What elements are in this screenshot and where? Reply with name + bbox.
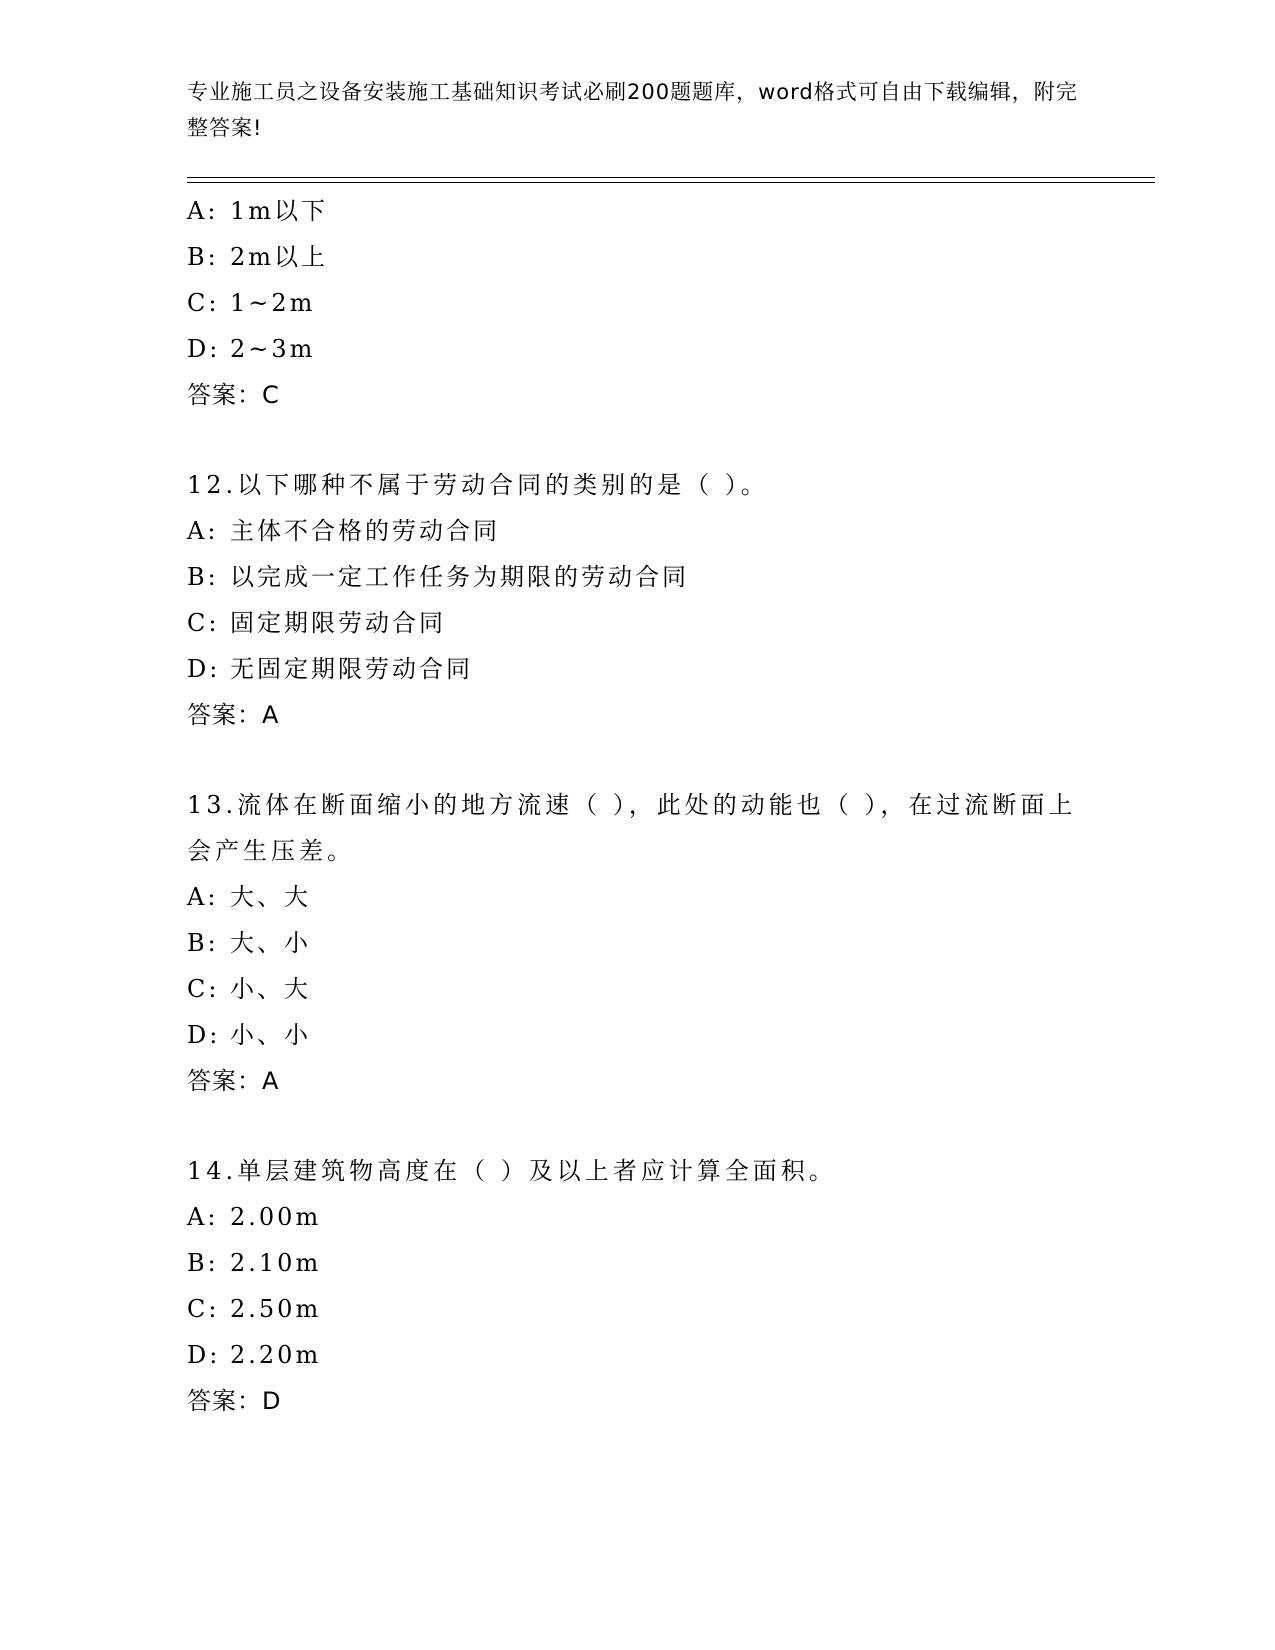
option-a: A: 2.00m xyxy=(187,1203,322,1231)
option-a: A: 主体不合格的劳动合同 xyxy=(187,517,500,545)
option-c: C: 小、大 xyxy=(187,975,311,1003)
option-a: A: 大、大 xyxy=(187,883,311,911)
answer-line: 答案：A xyxy=(187,701,280,729)
document-header: 专业施工员之设备安装施工基础知识考试必刷200题题库，word格式可自由下载编辑，附完整答案! xyxy=(187,80,1078,140)
header-rule-bottom xyxy=(187,182,1155,183)
option-d: D: 2.20m xyxy=(187,1341,322,1369)
answer-line: 答案：D xyxy=(187,1387,282,1415)
option-c: C: 固定期限劳动合同 xyxy=(187,609,446,637)
question-block-13 xyxy=(187,782,1087,1104)
document-body xyxy=(187,188,1087,1424)
option-d: D: 无固定期限劳动合同 xyxy=(187,655,473,683)
option-c: C: 1~2m xyxy=(187,289,316,317)
question-text: 14.单层建筑物高度在（ ）及以上者应计算全面积。 xyxy=(187,1157,837,1185)
answer-line: 答案：C xyxy=(187,381,280,409)
option-b: B: 以完成一定工作任务为期限的劳动合同 xyxy=(187,563,689,591)
spacer xyxy=(187,738,1087,782)
option-b: B: 2m以上 xyxy=(187,243,329,271)
option-d: D: 小、小 xyxy=(187,1021,311,1049)
question-block-14 xyxy=(187,1148,1087,1424)
spacer xyxy=(187,418,1087,462)
question-text: 12.以下哪种不属于劳动合同的类别的是（ ）。 xyxy=(187,471,769,499)
spacer xyxy=(187,1104,1087,1148)
option-a: A: 1m以下 xyxy=(187,197,329,225)
question-text: 13.流体在断面缩小的地方流速（ ），此处的动能也（ ），在过流断面上会产生压差。 xyxy=(187,791,1077,865)
option-d: D: 2~3m xyxy=(187,335,316,363)
question-block-11 xyxy=(187,188,1087,418)
option-b: B: 大、小 xyxy=(187,929,311,957)
option-c: C: 2.50m xyxy=(187,1295,322,1323)
answer-line: 答案：A xyxy=(187,1067,280,1095)
header-rule-top xyxy=(187,177,1155,178)
question-block-12 xyxy=(187,462,1087,738)
option-b: B: 2.10m xyxy=(187,1249,322,1277)
